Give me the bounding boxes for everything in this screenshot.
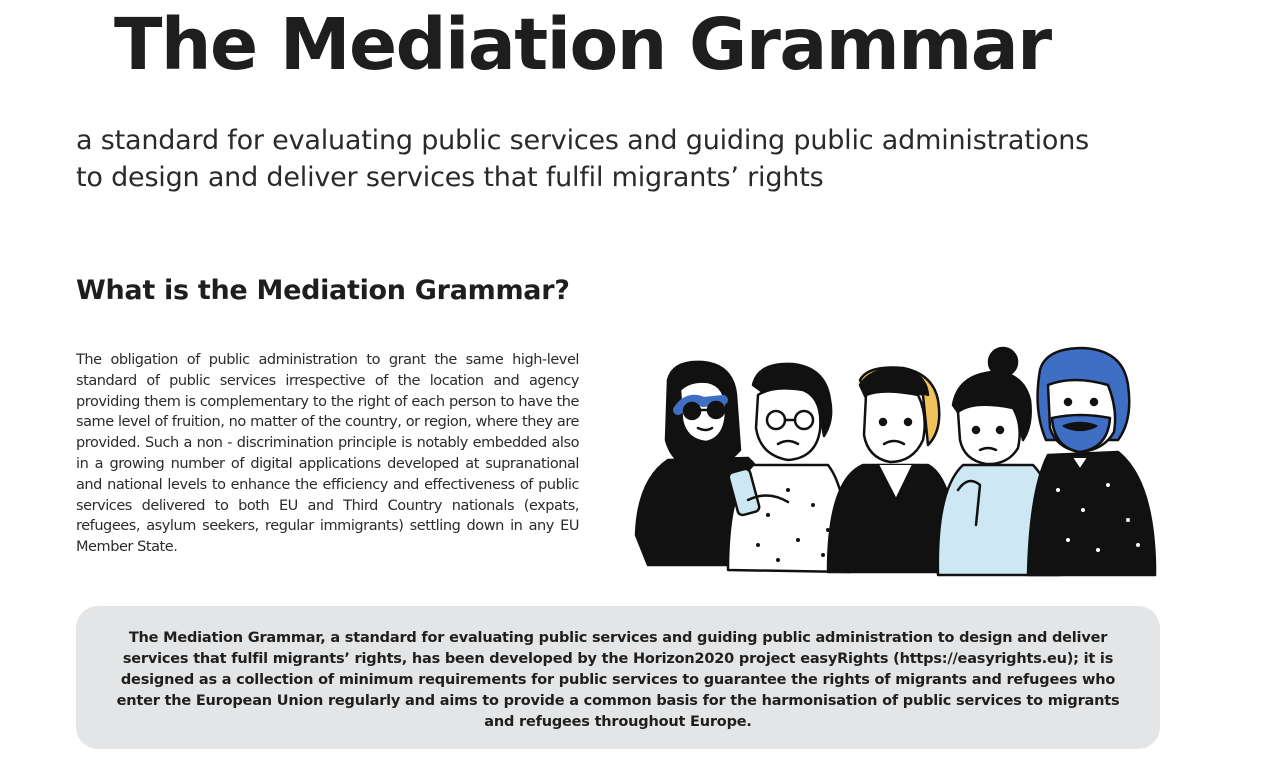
subtitle-line-2: to design and deliver services that fulfil migrants’ rights xyxy=(76,162,824,193)
callout-text: The Mediation Grammar, a standard for evaluating public services and guiding public administration to design and deliver services that fulfil migrants’ rights, has been developed by the Horizon2020 project easyRights (https://easyrights.eu); it is designed as a collection of minimum requirements for public services to guarantee the rights of migrants and refugees who enter the European Union regularly and aims to provide a common basis for the harmonisation of public services to migrants and refugees throughout Europe. xyxy=(116,630,1120,730)
person-bun-face xyxy=(958,405,1020,464)
section-heading: What is the Mediation Grammar? xyxy=(76,275,570,306)
person-vneck-face xyxy=(864,392,925,463)
summary-callout xyxy=(76,606,1160,749)
page-title: The Mediation Grammar xyxy=(114,3,1051,86)
section-body: The obligation of public administration to grant the same high-level standard of public services irrespective of the location and agency providing them is complementary to the right of each person to have the same level of fruition, no matter of the country, or region, where they are provided. Such a non - discrimination principle is notably embedded also in a growing number of digital applications developed at supranational and national levels to enhance the efficiency and effectiveness of public services delivered to both EU and Third Country nationals (expats, refugees, asylum seekers, regular immigrants) settling down in any EU Member State. xyxy=(76,352,579,556)
group-of-people-illustration xyxy=(628,340,1158,580)
person-beard-body xyxy=(1028,452,1155,575)
page-subtitle xyxy=(76,122,1226,196)
subtitle-line-1: a standard for evaluating public services and guiding public administrations xyxy=(76,125,1089,156)
